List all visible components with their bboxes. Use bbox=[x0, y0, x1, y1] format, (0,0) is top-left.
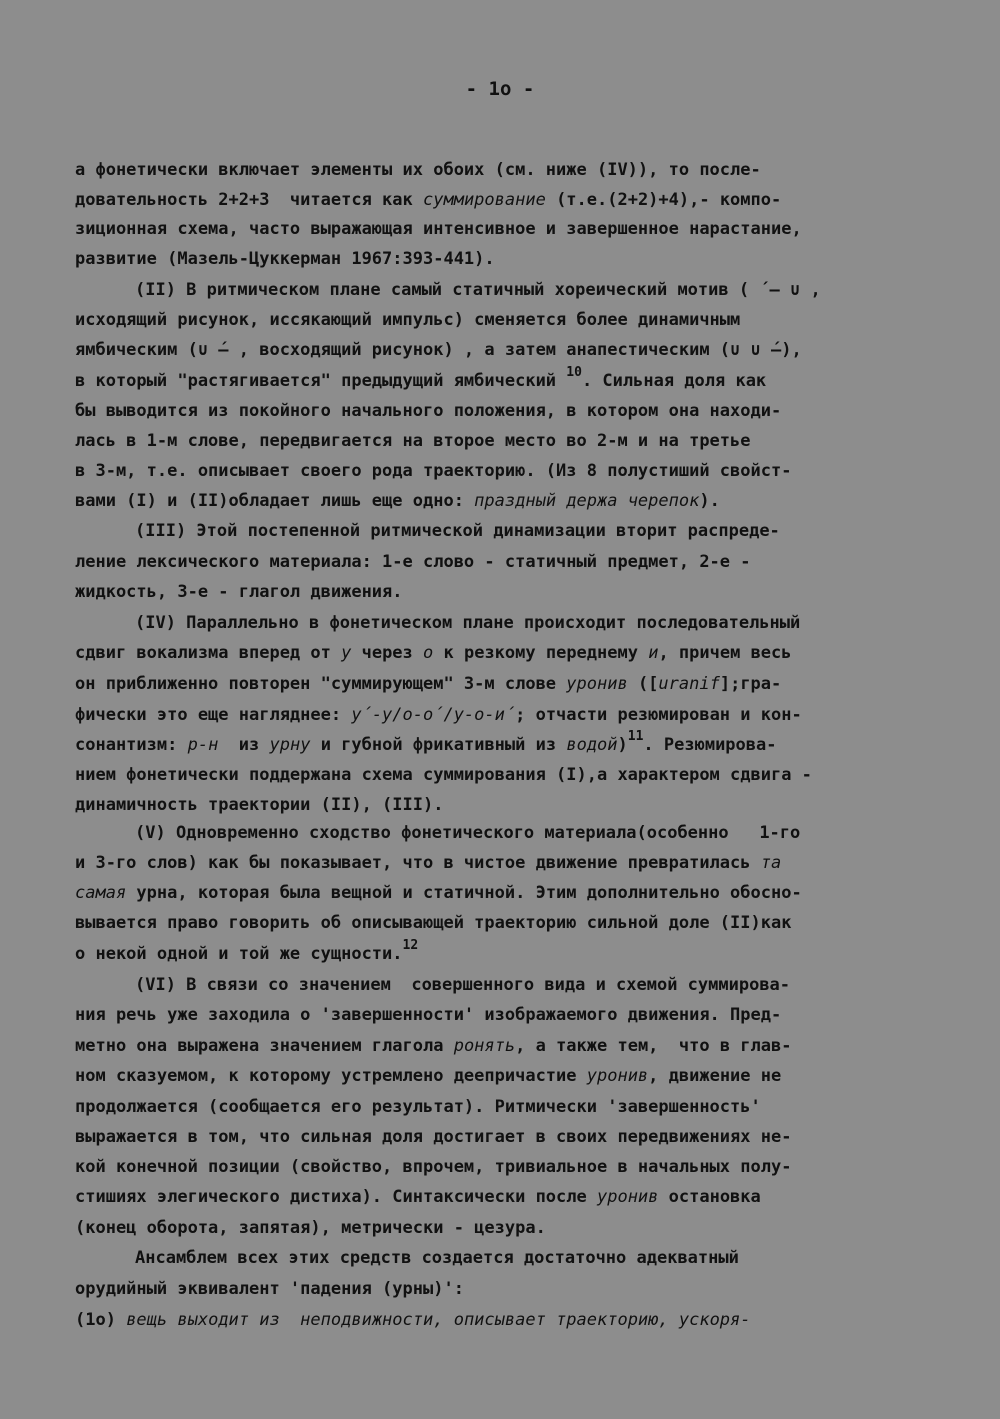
text-line-12: вами (I) и (II)обладает лишь еще одно: праздный держа черепок). bbox=[75, 491, 720, 511]
text-line-19: фически это еще нагляднее: у́-у/о-о́/у-о-и́; отчасти резюмирован и кон- bbox=[75, 705, 802, 725]
text-line-7: ямбическим (∪ ́– , восходящий рисунок) , а затем анапестическим (∪ ∪ ́–), bbox=[75, 340, 802, 360]
text-line-4: развитие (Мазель-Цуккерман 1967:393-441). bbox=[75, 249, 495, 269]
text-line-10: лась в 1-м слове, передвигается на второе место во 2-м и на третье bbox=[75, 431, 751, 451]
text-line-28: (VI) В связи со значением совершенного вида и схемой суммирова- bbox=[135, 975, 791, 995]
text-line-26: вывается право говорить об описывающей траекторию сильной доле (II)как bbox=[75, 913, 792, 933]
text-line-22: динамичность траектории (II), (III). bbox=[75, 795, 444, 815]
text-line-31: ном сказуемом, к которому устремлено деепричастие уронив, движение не bbox=[75, 1066, 782, 1086]
text-line-32: продолжается (сообщается его результат). Ритмически 'завершенность' bbox=[75, 1097, 761, 1117]
page-number: - 1o - bbox=[465, 78, 535, 100]
text-line-35: стишиях элегического дистиха). Синтаксически после уронив остановка bbox=[75, 1187, 761, 1207]
text-line-38: орудийный эквивалент 'падения (урны)': bbox=[75, 1279, 464, 1299]
text-line-23: (V) Одновременно сходство фонетического материала(особенно 1-го bbox=[135, 823, 801, 843]
text-line-30: метно она выражена значением глагола ронять, а также тем, что в глав- bbox=[75, 1036, 792, 1056]
text-line-2: довательность 2+2+3 читается как суммирование (т.е.(2+2)+4),- компо- bbox=[75, 190, 782, 210]
text-line-18: он приближенно повторен "суммирующем" 3-м слове уронив ([uranif];гра- bbox=[75, 674, 782, 694]
text-line-3: зиционная схема, часто выражающая интенсивное и завершенное нарастание, bbox=[75, 219, 802, 239]
text-line-5: (II) В ритмическом плане самый статичный хореический мотив ( ́ – ∪ , bbox=[135, 280, 821, 300]
text-line-9: бы выводится из покойного начального положения, в котором она находи- bbox=[75, 401, 782, 421]
text-line-16: (IV) Параллельно в фонетическом плане происходит последовательный bbox=[135, 613, 801, 633]
text-line-36: (конец оборота, запятая), метрически - цезура. bbox=[75, 1218, 546, 1238]
text-line-8: в который "растягивается" предыдущий ямбический $^{10}$. Сильная доля как bbox=[75, 365, 767, 391]
text-line-39: (1o) вещь выходит из неподвижности, описывает траекторию, ускоря- bbox=[75, 1310, 751, 1330]
text-line-20: сонантизм: р-н из урну и губной фрикативный из водой)$^{11}$. Резюмирова- bbox=[75, 729, 777, 755]
text-line-33: выражается в том, что сильная доля достигает в своих передвижениях не- bbox=[75, 1127, 792, 1147]
text-line-21: нием фонетически поддержана схема суммирования (I),а характером сдвига - bbox=[75, 765, 812, 785]
text-line-27: о некой одной и той же сущности.$^{12}$ bbox=[75, 938, 419, 964]
text-line-17: сдвиг вокализма вперед от у через о к резкому переднему и, причем весь bbox=[75, 643, 792, 663]
text-line-25: самая урна, которая была вещной и статичной. Этим дополнительно обосно- bbox=[75, 883, 802, 903]
text-line-1: а фонетически включает элементы их обоих (см. ниже (IV)), то после- bbox=[75, 160, 761, 180]
text-line-24: и 3-го слов) как бы показывает, что в чистое движение превратилась та bbox=[75, 853, 782, 873]
text-line-13: (III) Этой постепенной ритмической динамизации вторит распреде- bbox=[135, 521, 780, 541]
text-line-15: жидкость, 3-е - глагол движения. bbox=[75, 582, 403, 602]
text-line-29: ния речь уже заходила о 'завершенности' изображаемого движения. Пред- bbox=[75, 1005, 782, 1025]
text-line-14: ление лексического материала: 1-е слово - статичный предмет, 2-е - bbox=[75, 552, 751, 572]
text-line-37: Ансамблем всех этих средств создается достаточно адекватный bbox=[135, 1248, 739, 1268]
text-line-11: в 3-м, т.е. описывает своего рода траекторию. (Из 8 полустиший свойст- bbox=[75, 461, 792, 481]
text-line-6: исходящий рисунок, иссякающий импульс) сменяется более динамичным bbox=[75, 310, 741, 330]
text-line-34: кой конечной позиции (свойство, впрочем, тривиальное в начальных полу- bbox=[75, 1157, 792, 1177]
